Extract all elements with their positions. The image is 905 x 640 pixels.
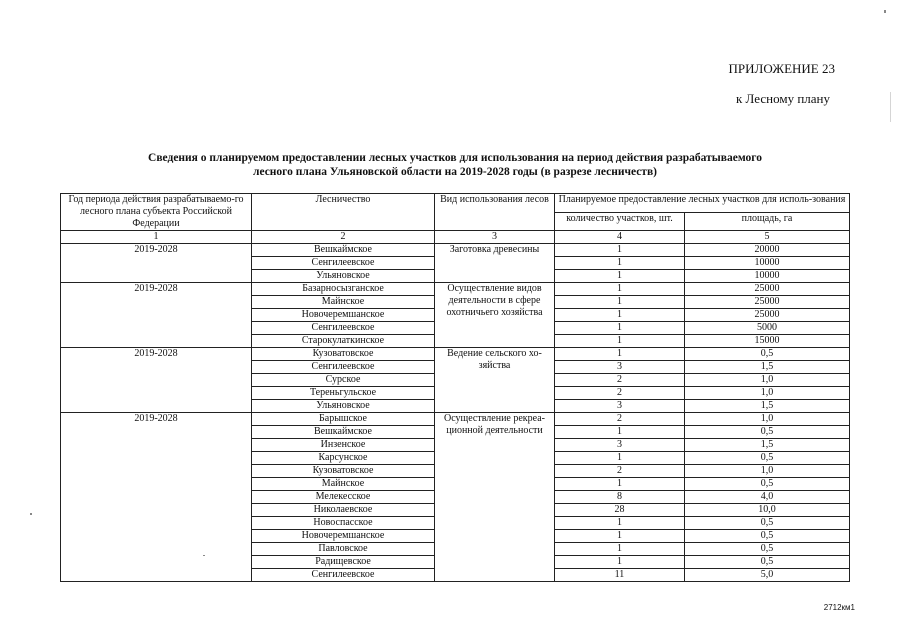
scan-speck	[884, 10, 886, 13]
count-cell: 1	[555, 517, 685, 530]
count-cell: 2	[555, 413, 685, 426]
header-use-type: Вид использования лесов	[435, 194, 555, 231]
area-cell: 10,0	[685, 504, 850, 517]
forestry-cell: Сенгилеевское	[252, 257, 435, 270]
area-cell: 20000	[685, 244, 850, 257]
area-cell: 1,5	[685, 361, 850, 374]
forest-plots-table	[60, 193, 850, 582]
count-cell: 28	[555, 504, 685, 517]
count-cell: 1	[555, 244, 685, 257]
use-type-cell: Ведение сельского хо-зяйства	[435, 348, 555, 413]
table-row	[61, 283, 850, 296]
scan-speck	[890, 92, 891, 122]
col-number: 1	[61, 231, 252, 244]
col-number: 5	[685, 231, 850, 244]
area-cell: 0,5	[685, 556, 850, 569]
title-line-2: лесного плана Ульяновской области на 2019-2028 годы (в разрезе лесничеств)	[253, 166, 657, 178]
count-cell: 1	[555, 543, 685, 556]
count-cell: 1	[555, 426, 685, 439]
count-cell: 1	[555, 335, 685, 348]
area-cell: 10000	[685, 257, 850, 270]
area-cell: 1,0	[685, 387, 850, 400]
forestry-cell: Новоспасское	[252, 517, 435, 530]
forestry-cell: Карсунское	[252, 452, 435, 465]
use-type-cell: Заготовка древесины	[435, 244, 555, 283]
forestry-cell: Тереньгульское	[252, 387, 435, 400]
period-cell: 2019-2028	[61, 348, 252, 413]
forestry-cell: Майнское	[252, 296, 435, 309]
title-line-1: Сведения о планируемом предоставлении лесных участков для использования на период действия разрабатываемого	[148, 152, 762, 164]
header-planned: Планируемое предоставление лесных участков для исполь-зования	[555, 194, 850, 213]
area-cell: 0,5	[685, 478, 850, 491]
forestry-cell: Старокулаткинское	[252, 335, 435, 348]
appendix-reference: к Лесному плану	[735, 91, 830, 106]
forestry-cell: Мелекесское	[252, 491, 435, 504]
forestry-cell: Сурское	[252, 374, 435, 387]
forestry-cell: Ульяновское	[252, 400, 435, 413]
table-body	[61, 244, 850, 582]
header-area: площадь, га	[685, 212, 850, 231]
area-cell: 15000	[685, 335, 850, 348]
use-type-cell: Осуществление рекреа-ционной деятельности	[435, 413, 555, 582]
area-cell: 5000	[685, 322, 850, 335]
period-cell: 2019-2028	[61, 244, 252, 283]
area-cell: 25000	[685, 309, 850, 322]
table-row	[61, 413, 850, 426]
col-number: 4	[555, 231, 685, 244]
area-cell: 1,5	[685, 439, 850, 452]
area-cell: 25000	[685, 283, 850, 296]
count-cell: 3	[555, 361, 685, 374]
count-cell: 1	[555, 270, 685, 283]
forestry-cell: Новочеремшанское	[252, 309, 435, 322]
forestry-cell: Кузоватовское	[252, 465, 435, 478]
forestry-cell: Вешкаймское	[252, 244, 435, 257]
count-cell: 2	[555, 374, 685, 387]
header-forestry: Лесничество	[252, 194, 435, 231]
forestry-cell: Майнское	[252, 478, 435, 491]
count-cell: 1	[555, 309, 685, 322]
forestry-cell: Павловское	[252, 543, 435, 556]
period-cell: 2019-2028	[61, 283, 252, 348]
area-cell: 4,0	[685, 491, 850, 504]
forestry-cell: Радищевское	[252, 556, 435, 569]
count-cell: 1	[555, 322, 685, 335]
forestry-cell: Инзенское	[252, 439, 435, 452]
count-cell: 2	[555, 387, 685, 400]
count-cell: 1	[555, 283, 685, 296]
count-cell: 1	[555, 530, 685, 543]
forestry-cell: Сенгилеевское	[252, 322, 435, 335]
count-cell: 3	[555, 439, 685, 452]
header-count: количество участков, шт.	[555, 212, 685, 231]
area-cell: 0,5	[685, 517, 850, 530]
count-cell: 1	[555, 348, 685, 361]
col-number: 3	[435, 231, 555, 244]
period-cell: 2019-2028	[61, 413, 252, 582]
document-code: 2712км1	[823, 603, 855, 612]
area-cell: 0,5	[685, 452, 850, 465]
count-cell: 1	[555, 478, 685, 491]
forestry-cell: Базарносызганское	[252, 283, 435, 296]
area-cell: 0,5	[685, 530, 850, 543]
count-cell: 1	[555, 257, 685, 270]
forestry-cell: Ульяновское	[252, 270, 435, 283]
count-cell: 11	[555, 569, 685, 582]
forestry-cell: Вешкаймское	[252, 426, 435, 439]
forestry-cell: Сенгилеевское	[252, 569, 435, 582]
use-type-cell: Осуществление видов деятельности в сфере охотничьего хозяйства	[435, 283, 555, 348]
area-cell: 0,5	[685, 543, 850, 556]
scan-speck	[30, 513, 32, 515]
area-cell: 1,0	[685, 413, 850, 426]
area-cell: 1,0	[685, 465, 850, 478]
area-cell: 25000	[685, 296, 850, 309]
area-cell: 0,5	[685, 348, 850, 361]
count-cell: 1	[555, 452, 685, 465]
forestry-cell: Николаевское	[252, 504, 435, 517]
area-cell: 1,5	[685, 400, 850, 413]
header-period: Год периода действия разрабатываемо-го лесного плана субъекта Российской Федерации	[61, 194, 252, 231]
table-row	[61, 348, 850, 361]
forestry-cell: Кузоватовское	[252, 348, 435, 361]
appendix-number: ПРИЛОЖЕНИЕ 23	[728, 61, 835, 76]
scan-speck	[203, 555, 205, 556]
table-row	[61, 244, 850, 257]
col-number: 2	[252, 231, 435, 244]
count-cell: 1	[555, 556, 685, 569]
count-cell: 1	[555, 296, 685, 309]
area-cell: 10000	[685, 270, 850, 283]
area-cell: 1,0	[685, 374, 850, 387]
forestry-cell: Барышское	[252, 413, 435, 426]
count-cell: 3	[555, 400, 685, 413]
document-title	[60, 151, 850, 179]
area-cell: 0,5	[685, 426, 850, 439]
area-cell: 5,0	[685, 569, 850, 582]
forestry-cell: Новочеремшанское	[252, 530, 435, 543]
count-cell: 8	[555, 491, 685, 504]
count-cell: 2	[555, 465, 685, 478]
forestry-cell: Сенгилеевское	[252, 361, 435, 374]
